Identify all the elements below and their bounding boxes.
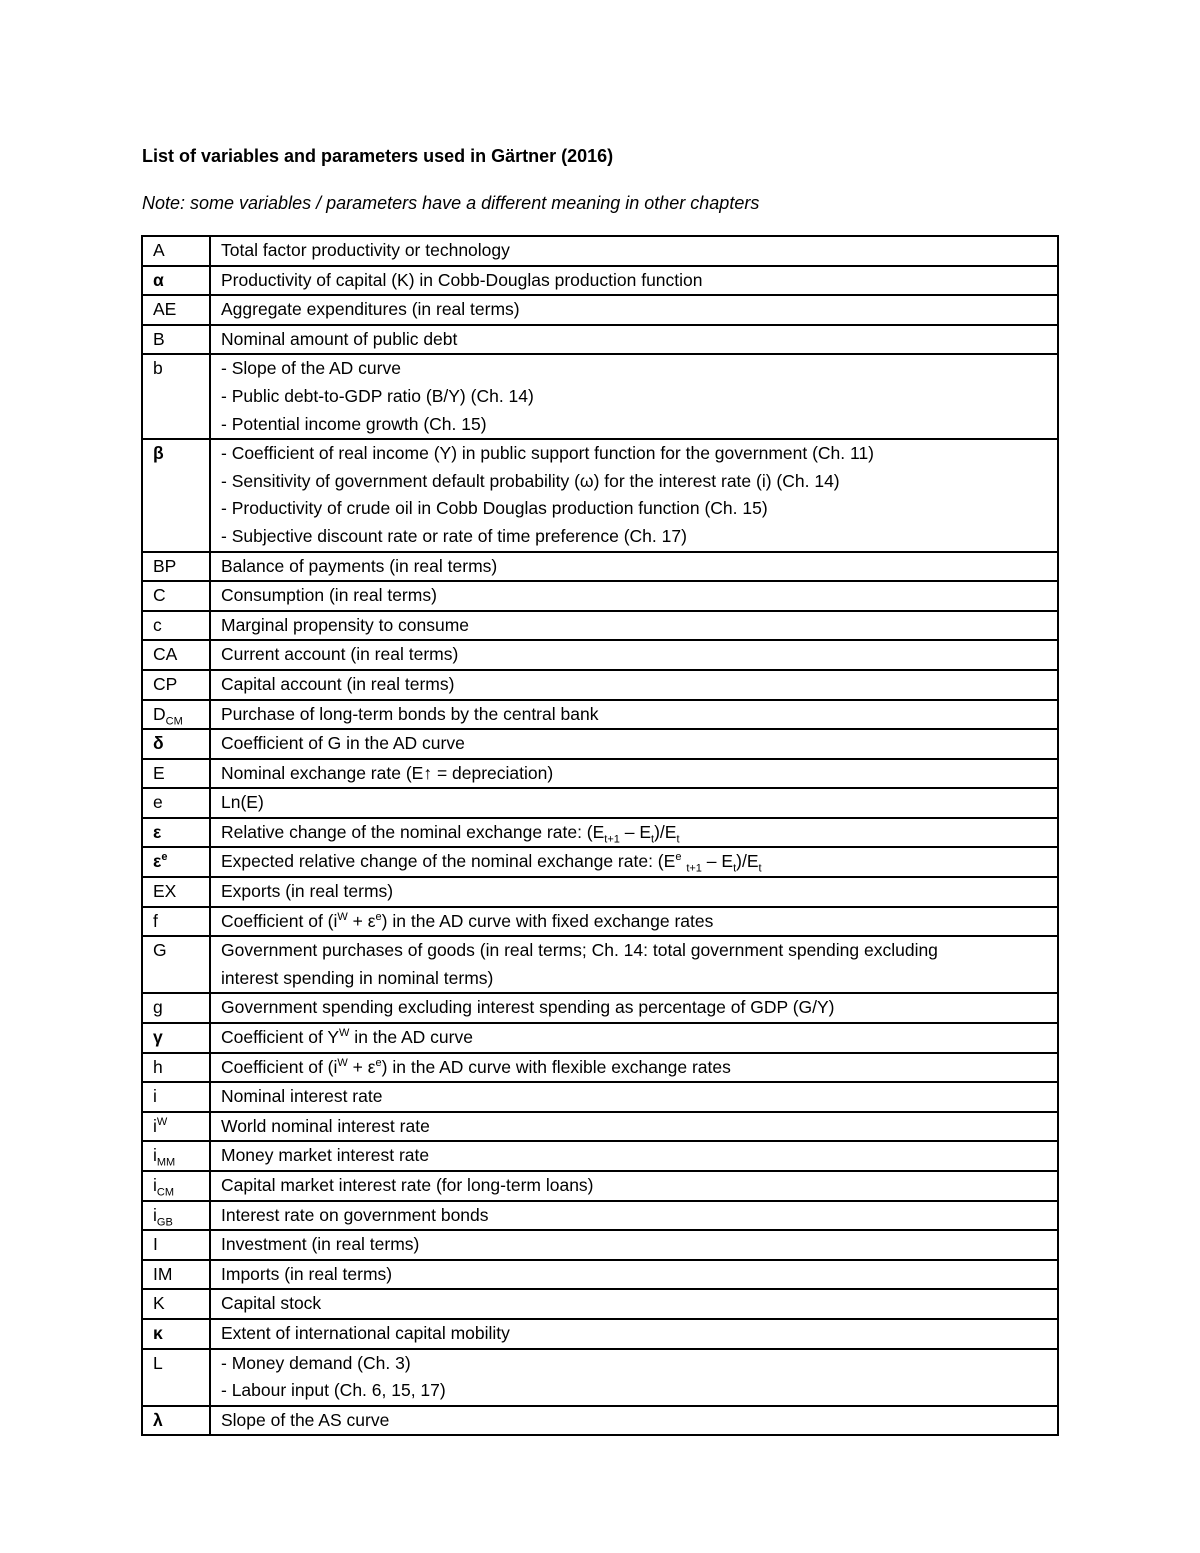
definition-line: Coefficient of G in the AD curve — [221, 733, 465, 754]
variables-table-body — [142, 236, 1058, 1435]
variable-definition — [210, 581, 1058, 611]
variable-definition — [210, 1201, 1058, 1231]
definition-line: Government spending excluding interest spending as percentage of GDP (G/Y) — [221, 997, 835, 1018]
variable-symbol: κ — [142, 1319, 210, 1349]
variable-symbol: EX — [142, 877, 210, 907]
table-row — [142, 936, 1058, 993]
variable-symbol: e — [142, 788, 210, 818]
variable-definition — [210, 1319, 1058, 1349]
table-row — [142, 759, 1058, 789]
definition-line: - Slope of the AD curve — [221, 358, 401, 379]
table-row — [142, 907, 1058, 937]
table-row — [142, 266, 1058, 296]
table-row — [142, 1406, 1058, 1436]
variable-definition — [210, 266, 1058, 296]
variable-symbol: CA — [142, 640, 210, 670]
variable-definition — [210, 439, 1058, 551]
table-row — [142, 640, 1058, 670]
definition-line: Current account (in real terms) — [221, 644, 459, 665]
definition-line: Money market interest rate — [221, 1145, 430, 1166]
variable-definition — [210, 1406, 1058, 1436]
table-row — [142, 1171, 1058, 1201]
variable-symbol: L — [142, 1349, 210, 1406]
variable-symbol: E — [142, 759, 210, 789]
variable-definition — [210, 611, 1058, 641]
definition-line: Productivity of capital (K) in Cobb-Douglas production function — [221, 269, 703, 290]
table-row — [142, 847, 1058, 877]
table-row — [142, 295, 1058, 325]
table-row — [142, 1260, 1058, 1290]
definition-line: Exports (in real terms) — [221, 881, 394, 902]
variable-definition — [210, 1023, 1058, 1053]
definition-line: Capital market interest rate (for long-term loans) — [221, 1175, 594, 1195]
variable-definition — [210, 1053, 1058, 1083]
variable-symbol: γ — [142, 1023, 210, 1053]
variables-table — [141, 235, 1059, 1436]
definition-line: Capital account (in real terms) — [221, 673, 455, 694]
definition-line: - Potential income growth (Ch. 15) — [221, 413, 487, 434]
variable-symbol: g — [142, 993, 210, 1023]
table-row — [142, 1230, 1058, 1260]
definition-line: - Coefficient of real income (Y) in public support function for the government (Ch. 11) — [221, 443, 875, 464]
definition-line: Investment (in real terms) — [221, 1234, 420, 1255]
variable-definition — [210, 1289, 1058, 1319]
page-note: Note: some variables / parameters have a different meaning in other chapters — [142, 193, 760, 213]
variable-symbol: CP — [142, 670, 210, 700]
variable-symbol: i — [142, 1082, 210, 1112]
definition-line: - Money demand (Ch. 3) — [221, 1352, 411, 1373]
page-title: List of variables and parameters used in Gärtner (2016) — [142, 146, 614, 166]
definition-line: Coefficient of $(i^W + \varepsilon^e)$ in the AD curve with flexible exchange rates — [221, 1056, 731, 1077]
variable-symbol: b — [142, 354, 210, 439]
definition-line: Coefficient of $Y^W$ in the AD curve — [221, 1027, 473, 1048]
table-row — [142, 552, 1058, 582]
definition-line: Purchase of long-term bonds by the central bank — [221, 703, 599, 724]
variable-definition — [210, 670, 1058, 700]
variable-definition — [210, 1141, 1058, 1171]
variable-symbol: IM — [142, 1260, 210, 1290]
definition-line: Ln(E) — [221, 792, 264, 813]
table-row — [142, 1112, 1058, 1142]
definition-line: Marginal propensity to consume — [221, 614, 470, 635]
definition-line: - Public debt-to-GDP ratio (B/Y) (Ch. 14) — [221, 385, 534, 406]
variable-symbol: c — [142, 611, 210, 641]
table-row — [142, 729, 1058, 759]
table-row — [142, 818, 1058, 848]
definition-line: Capital stock — [221, 1293, 322, 1314]
definition-line: Imports (in real terms) — [221, 1263, 393, 1284]
table-row — [142, 1141, 1058, 1171]
variable-symbol: α — [142, 266, 210, 296]
definition-line: - Productivity of crude oil in Cobb Douglas production function (Ch. 15) — [221, 498, 768, 519]
table-row — [142, 325, 1058, 355]
variable-symbol: A — [142, 236, 210, 266]
variable-definition — [210, 907, 1058, 937]
variable-symbol: ε — [142, 818, 210, 848]
definition-line: - Sensitivity of government default probability (ω) for the interest rate (i) (Ch. 14) — [221, 470, 840, 491]
table-row — [142, 1319, 1058, 1349]
variable-definition — [210, 993, 1058, 1023]
variable-symbol: K — [142, 1289, 210, 1319]
variable-definition — [210, 729, 1058, 759]
table-row — [142, 670, 1058, 700]
variable-definition — [210, 236, 1058, 266]
variable-definition — [210, 295, 1058, 325]
variable-symbol: $D_{CM}$ — [142, 700, 210, 730]
definition-line: World nominal interest rate — [221, 1115, 430, 1136]
variable-definition — [210, 788, 1058, 818]
table-row — [142, 1023, 1058, 1053]
definition-line: Aggregate expenditures (in real terms) — [221, 299, 520, 320]
variable-symbol: $i^W$ — [142, 1112, 210, 1142]
variable-definition — [210, 936, 1058, 993]
table-row — [142, 700, 1058, 730]
definition-line: Coefficient of $(i^W + \varepsilon^e)$ in the AD curve with fixed exchange rates — [221, 910, 714, 931]
table-row — [142, 611, 1058, 641]
table-row — [142, 354, 1058, 439]
definition-line: Balance of payments (in real terms) — [221, 555, 498, 576]
variable-definition — [210, 1230, 1058, 1260]
definition-line: Government purchases of goods (in real terms; Ch. 14: total government spending excluding — [221, 940, 938, 961]
table-row — [142, 788, 1058, 818]
definition-line: Total factor productivity or technology — [221, 240, 510, 260]
table-row — [142, 1349, 1058, 1406]
definition-line: interest spending in nominal terms) — [221, 967, 494, 988]
table-row — [142, 993, 1058, 1023]
variable-symbol: $i_{MM}$ — [142, 1141, 210, 1171]
table-row — [142, 1289, 1058, 1319]
variable-symbol: $i_{CM}$ — [142, 1171, 210, 1201]
variable-symbol: h — [142, 1053, 210, 1083]
variable-symbol: BP — [142, 552, 210, 582]
variable-symbol: $\varepsilon^e$ — [142, 847, 210, 877]
variable-definition — [210, 818, 1058, 848]
definition-line: Nominal interest rate — [221, 1086, 383, 1107]
definition-line: Relative change of the nominal exchange rate: $(E_{t+1} - E_t)/E_t$ — [221, 821, 680, 846]
variable-definition — [210, 1171, 1058, 1201]
table-row — [142, 236, 1058, 266]
definition-line: - Subjective discount rate or rate of time preference (Ch. 17) — [221, 525, 687, 546]
variable-definition — [210, 847, 1058, 877]
definition-line: Nominal exchange rate (E↑ = depreciation) — [221, 762, 554, 783]
variable-symbol: AE — [142, 295, 210, 325]
variable-definition — [210, 700, 1058, 730]
table-row — [142, 1053, 1058, 1083]
definition-line: Expected relative change of the nominal exchange rate: ($E^e$ $_{t+1} - E_t)/E_t$ — [221, 851, 762, 875]
definition-line: - Labour input (Ch. 6, 15, 17) — [221, 1380, 446, 1401]
variable-definition — [210, 1349, 1058, 1406]
variable-symbol: B — [142, 325, 210, 355]
variable-symbol: δ — [142, 729, 210, 759]
variable-symbol: β — [142, 439, 210, 551]
table-row — [142, 581, 1058, 611]
definition-line: Consumption (in real terms) — [221, 585, 437, 606]
variable-definition — [210, 1260, 1058, 1290]
variable-symbol: f — [142, 907, 210, 937]
definition-line: Slope of the AS curve — [221, 1409, 390, 1430]
definition-line: Interest rate on government bonds — [221, 1204, 489, 1225]
variable-symbol: C — [142, 581, 210, 611]
variable-definition — [210, 640, 1058, 670]
table-row — [142, 1082, 1058, 1112]
variable-symbol: λ — [142, 1406, 210, 1436]
variable-definition — [210, 877, 1058, 907]
table-row — [142, 877, 1058, 907]
variable-symbol: $i_{GB}$ — [142, 1201, 210, 1231]
variable-symbol: G — [142, 936, 210, 993]
variable-definition — [210, 552, 1058, 582]
table-row — [142, 1201, 1058, 1231]
table-row — [142, 439, 1058, 551]
variable-definition — [210, 759, 1058, 789]
variable-definition — [210, 1112, 1058, 1142]
variable-symbol: I — [142, 1230, 210, 1260]
variable-definition — [210, 325, 1058, 355]
variable-definition — [210, 354, 1058, 439]
definition-line: Nominal amount of public debt — [221, 328, 458, 349]
definition-line: Extent of international capital mobility — [221, 1322, 510, 1343]
variable-definition — [210, 1082, 1058, 1112]
